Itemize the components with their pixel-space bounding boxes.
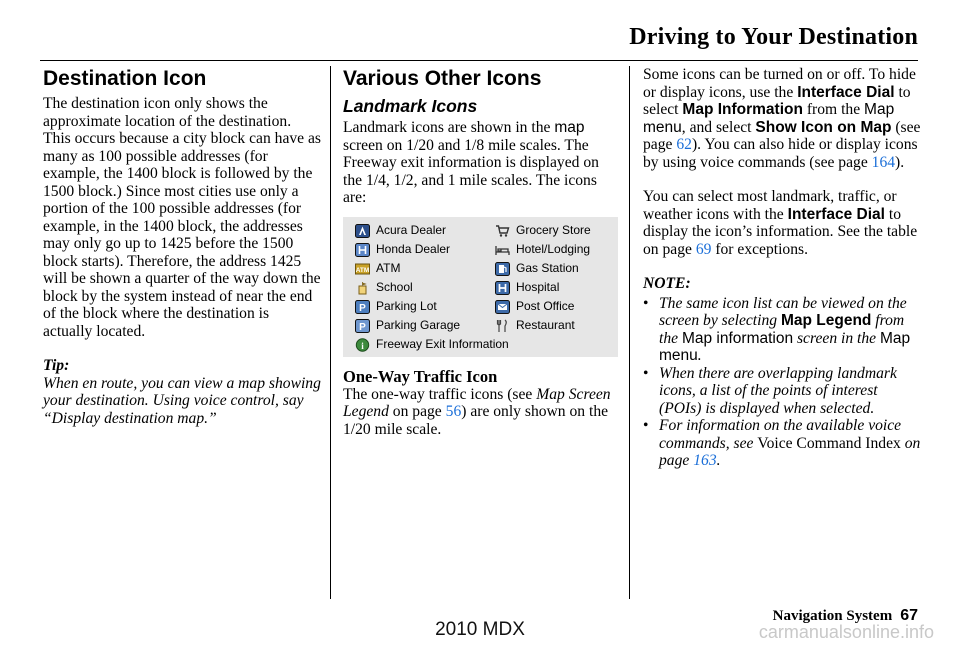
column-divider <box>330 66 331 599</box>
subsection-heading: Landmark Icons <box>343 96 478 116</box>
section-heading: Various Other Icons <box>343 67 542 90</box>
column-various-icons <box>343 66 621 438</box>
page-link[interactable]: 56 <box>445 403 462 420</box>
page-link[interactable]: 62 <box>676 136 692 153</box>
svg-text:P: P <box>359 302 366 314</box>
grocery-store-icon <box>495 224 510 238</box>
watermark: carmanualsonline.info <box>758 622 934 642</box>
list-item: P Parking Lot <box>355 299 495 315</box>
paragraph: The destination icon only shows the approximate location of the destination. This occurs because a city block can have as many as 100 possible addresses (for example, the 1400 block is followed by the 1500 block.) Since most cities use only a portion of the 100 possible addresses (for example, in the 1400 block, the addresses may only go up to 1425 before the 1500 block starts). Therefore, the address 1425 will be shown a quarter of the way down the block by the system instead of near the end of the block where the destination is actually located. <box>43 95 321 340</box>
list-item: i Freeway Exit Information <box>355 337 612 353</box>
list-item: • For information on the available voice commands, see Voice Command Index on page 163. <box>643 417 921 470</box>
paragraph: The one-way traffic icons (see Map Screen Legend on page 56) are only shown on the 1/20 mile scale. <box>343 385 611 438</box>
list-item: ATM ATM <box>355 260 401 275</box>
page-link[interactable]: 69 <box>695 240 712 258</box>
school-icon <box>355 281 370 295</box>
tip-label: Tip: <box>43 357 70 374</box>
paragraph: Landmark icons are shown in the map screen on 1/20 and 1/8 mile scales. The Freeway exit information is displayed on the 1/4, 1/2, and 1 mile scales. The icons are: <box>343 119 599 206</box>
list-item: School <box>355 280 495 296</box>
post-office-icon <box>495 300 510 314</box>
paragraph: Some icons can be turned on or off. To hide or display icons, use the Interface Dial to select Map Information from the Map menu, and select Show Icon on Map (see page 62). You can also hide or display icons by using voice commands (see page 164). <box>643 66 921 171</box>
page-number: 67 <box>900 607 918 624</box>
restaurant-icon <box>495 319 510 333</box>
note-list <box>643 295 921 470</box>
landmark-icon-list <box>343 217 618 357</box>
hospital-icon <box>495 281 510 295</box>
hotel-lodging-icon <box>495 243 510 257</box>
list-item: Honda Dealer <box>355 242 495 258</box>
list-item: Hospital <box>495 280 612 296</box>
header-rule <box>40 60 918 61</box>
svg-text:ATM: ATM <box>355 266 370 274</box>
list-item: Gas Station <box>495 261 612 277</box>
model-label: 2010 MDX <box>435 619 525 640</box>
list-item: P Parking Garage <box>355 318 495 334</box>
atm-icon <box>355 262 370 276</box>
page-link[interactable]: 163 <box>693 452 717 469</box>
gas-station-icon <box>495 262 510 276</box>
freeway-exit-info-icon <box>355 338 370 352</box>
list-item: • When there are overlapping landmark icons, a list of the points of interest (POIs) is displayed when selected. <box>643 365 921 418</box>
list-item: Acura Dealer <box>355 223 495 239</box>
acura-dealer-icon <box>355 224 370 238</box>
svg-text:i: i <box>361 340 364 351</box>
parking-garage-icon <box>355 319 370 333</box>
column-destination-icon <box>43 66 321 427</box>
honda-dealer-icon <box>355 243 370 257</box>
tip-text: When en route, you can view a map showing your destination. Using voice control, say “Display destination map.” <box>43 374 321 427</box>
column-divider <box>629 66 630 599</box>
section-name: Navigation System <box>772 608 893 624</box>
parking-lot-icon <box>355 300 370 314</box>
paragraph: You can select most landmark, traffic, or weather icons with the Interface Dial to display the icon’s information. See the table on page 69 for exceptions. <box>643 188 918 258</box>
section-heading: Destination Icon <box>43 67 207 90</box>
list-item: Grocery Store <box>495 223 612 239</box>
page-title: Driving to Your Destination <box>629 24 918 50</box>
list-item: Post Office <box>495 299 612 315</box>
note-label: NOTE: <box>643 275 691 292</box>
subsection-heading: One-Way Traffic Icon <box>343 366 498 386</box>
list-item: • The same icon list can be viewed on the screen by selecting Map Legend from the Map information screen in the Map menu. <box>643 295 921 365</box>
column-icon-settings <box>643 66 921 470</box>
list-item: Restaurant <box>495 318 612 334</box>
page-link[interactable]: 164 <box>871 153 896 171</box>
svg-text:P: P <box>359 321 366 333</box>
list-item: Hotel/Lodging <box>495 242 612 258</box>
